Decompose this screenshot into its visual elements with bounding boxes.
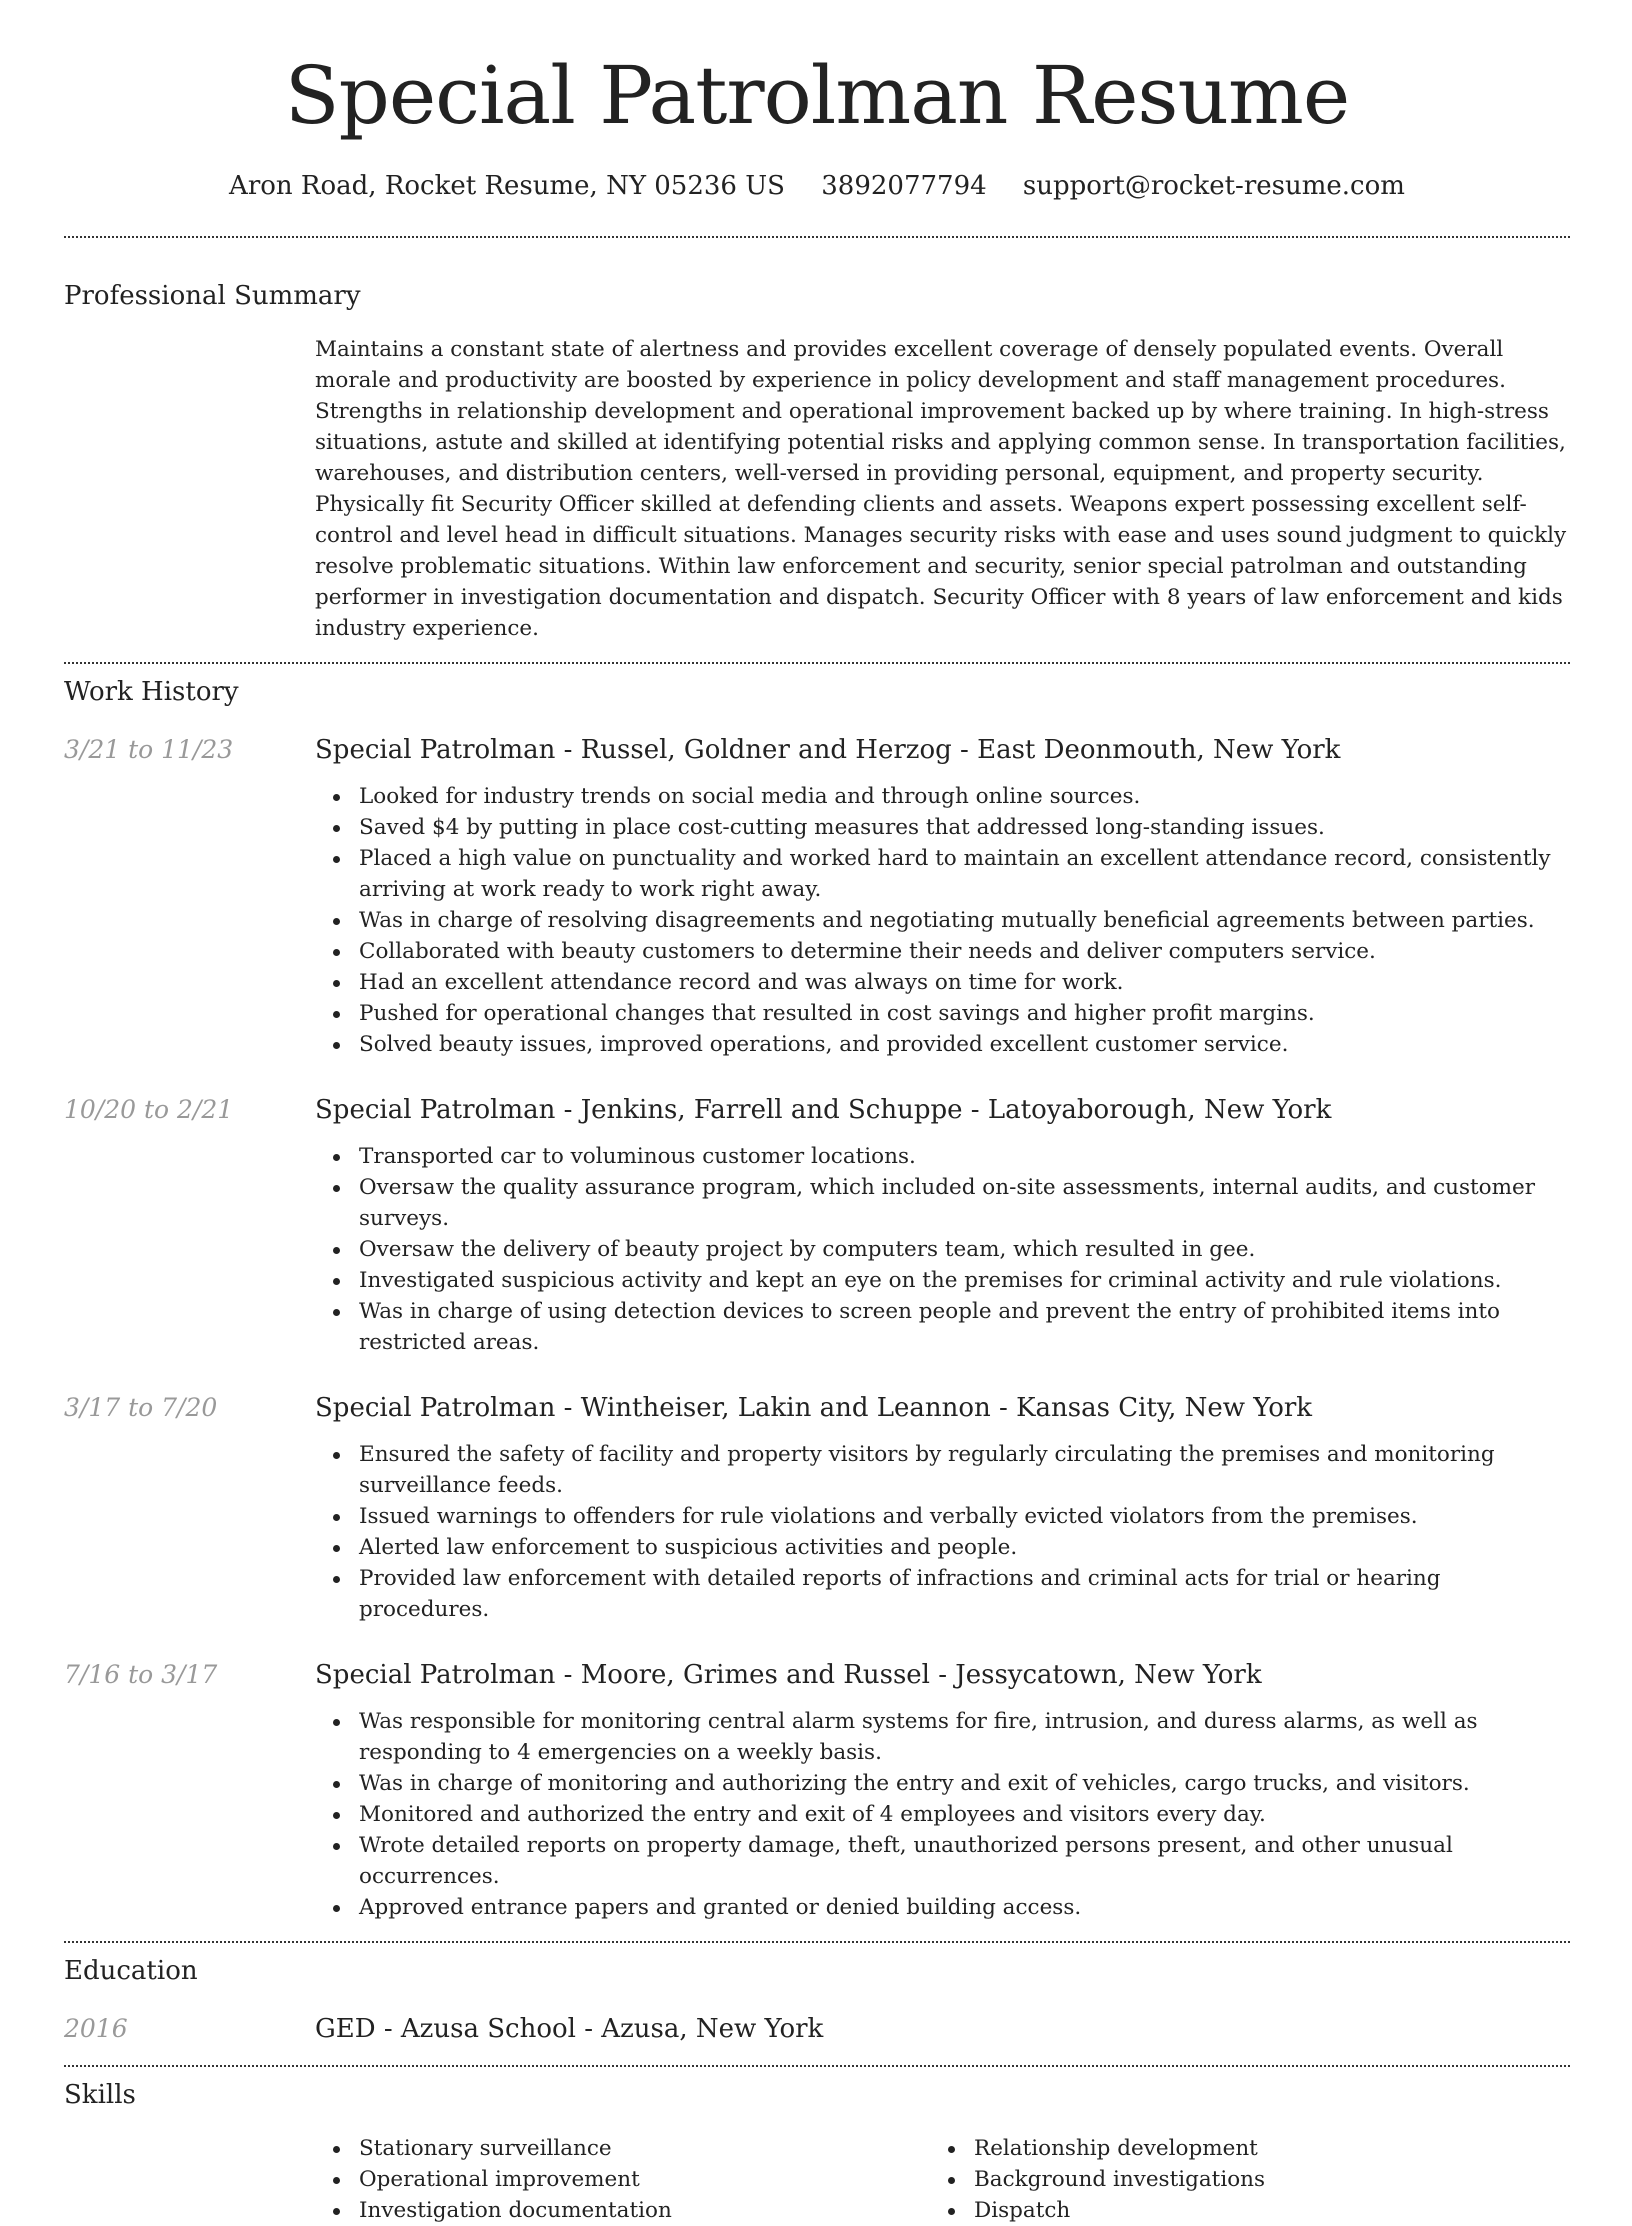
resume-title: Special Patrolman Resume (284, 49, 1350, 142)
skill-item: Background investigations (930, 2164, 1545, 2195)
job-title: Special Patrolman - Russel, Goldner and Herzog - East Deonmouth, New York (315, 735, 1341, 765)
skills-grid (315, 2133, 1570, 2226)
job-bullets (315, 1706, 1570, 1923)
skill-item: Relationship development (930, 2133, 1545, 2164)
summary-row (64, 334, 1570, 644)
list-item: Was responsible for monitoring central alarm systems for fire, intrusion, and duress alarms, as well as responding to 4 emergencies on a weekly basis. (315, 1706, 1570, 1768)
job-entry (64, 1094, 1570, 1358)
list-item: Investigated suspicious activity and kept an eye on the premises for criminal activity and rule violations. (315, 1265, 1570, 1296)
divider (64, 236, 1570, 238)
list-item: Oversaw the quality assurance program, which included on-site assessments, internal audits, and customer surveys. (315, 1172, 1570, 1234)
job-dates: 3/17 to 7/20 (64, 1393, 218, 1422)
list-item: Approved entrance papers and granted or denied building access. (315, 1892, 1570, 1923)
section-title-summary: Professional Summary (64, 281, 361, 311)
skill-item: Operational improvement (315, 2164, 930, 2195)
section-title-education: Education (64, 1956, 198, 1986)
list-item: Looked for industry trends on social media and through online sources. (315, 781, 1570, 812)
job-entry (64, 1659, 1570, 1923)
job-dates: 10/20 to 2/21 (64, 1095, 234, 1124)
job-bullets (315, 1141, 1570, 1358)
skill-item: Dispatch (930, 2195, 1545, 2226)
list-item: Was in charge of monitoring and authorizing the entry and exit of vehicles, cargo trucks, and visitors. (315, 1768, 1570, 1799)
skill-item: Stationary surveillance (315, 2133, 930, 2164)
list-item: Collaborated with beauty customers to determine their needs and deliver computers service. (315, 936, 1570, 967)
list-item: Wrote detailed reports on property damage, theft, unauthorized persons present, and other unusual occurrences. (315, 1830, 1570, 1892)
list-item: Monitored and authorized the entry and exit of 4 employees and visitors every day. (315, 1799, 1570, 1830)
list-item: Was in charge of resolving disagreements and negotiating mutually beneficial agreements between parties. (315, 905, 1570, 936)
skills-list-right (930, 2133, 1545, 2226)
divider (64, 2065, 1570, 2067)
education-year: 2016 (64, 2014, 128, 2043)
job-title: Special Patrolman - Jenkins, Farrell and Schuppe - Latoyaborough, New York (315, 1095, 1332, 1125)
job-bullets (315, 781, 1570, 1060)
job-dates: 7/16 to 3/17 (64, 1660, 218, 1689)
divider (64, 662, 1570, 664)
list-item: Ensured the safety of facility and property visitors by regularly circulating the premises and monitoring surveillance feeds. (315, 1439, 1570, 1501)
list-item: Alerted law enforcement to suspicious activities and people. (315, 1532, 1570, 1563)
section-title-work: Work History (64, 677, 239, 707)
list-item: Oversaw the delivery of beauty project by computers team, which resulted in gee. (315, 1234, 1570, 1265)
job-entry (64, 734, 1570, 1060)
list-item: Saved $4 by putting in place cost-cutting measures that addressed long-standing issues. (315, 812, 1570, 843)
skill-item: Investigation documentation (315, 2195, 930, 2226)
list-item: Transported car to voluminous customer locations. (315, 1141, 1570, 1172)
list-item: Solved beauty issues, improved operations, and provided excellent customer service. (315, 1029, 1570, 1060)
contact-address: Aron Road, Rocket Resume, NY 05236 US (229, 171, 785, 201)
skills-list-left (315, 2133, 930, 2226)
resume-page (64, 0, 1570, 2226)
list-item: Had an excellent attendance record and was always on time for work. (315, 967, 1570, 998)
summary-text: Maintains a constant state of alertness and provides excellent coverage of densely populated events. Overall morale and productivity are boosted by experience in policy development and staff management procedures. Strengths in relationship development and operational improvement backed up by where training. In high-stress situations, astute and skilled at identifying potential risks and applying common sense. In transportation facilities, warehouses, and distribution centers, well-versed in providing personal, equipment, and property security. Physically fit Security Officer skilled at defending clients and assets. Weapons expert possessing excellent self-control and level head in difficult situations. Manages security risks with ease and uses sound judgment to quickly resolve problematic situations. Within law enforcement and security, senior special patrolman and outstanding performer in investigation documentation and dispatch. Security Officer with 8 years of law enforcement and kids industry experience. (315, 337, 1567, 641)
job-bullets (315, 1439, 1570, 1625)
education-title: GED - Azusa School - Azusa, New York (315, 2014, 824, 2044)
list-item: Placed a high value on punctuality and worked hard to maintain an excellent attendance record, consistently arriving at work ready to work right away. (315, 843, 1570, 905)
job-entry (64, 1392, 1570, 1625)
divider (64, 1941, 1570, 1943)
list-item: Issued warnings to offenders for rule violations and verbally evicted violators from the premises. (315, 1501, 1570, 1532)
list-item: Pushed for operational changes that resulted in cost savings and higher profit margins. (315, 998, 1570, 1029)
job-dates: 3/21 to 11/23 (64, 735, 234, 764)
job-title: Special Patrolman - Moore, Grimes and Russel - Jessycatown, New York (315, 1660, 1262, 1690)
contact-phone: 3892077794 (821, 171, 987, 201)
contact-line (64, 170, 1570, 202)
contact-email: support@rocket-resume.com (1022, 171, 1405, 201)
section-title-skills: Skills (64, 2080, 136, 2110)
skills-row (64, 2133, 1570, 2226)
list-item: Was in charge of using detection devices to screen people and prevent the entry of prohibited items into restricted areas. (315, 1296, 1570, 1358)
education-entry (64, 2013, 1570, 2045)
list-item: Provided law enforcement with detailed reports of infractions and criminal acts for trial or hearing procedures. (315, 1563, 1570, 1625)
job-title: Special Patrolman - Wintheiser, Lakin and Leannon - Kansas City, New York (315, 1393, 1313, 1423)
